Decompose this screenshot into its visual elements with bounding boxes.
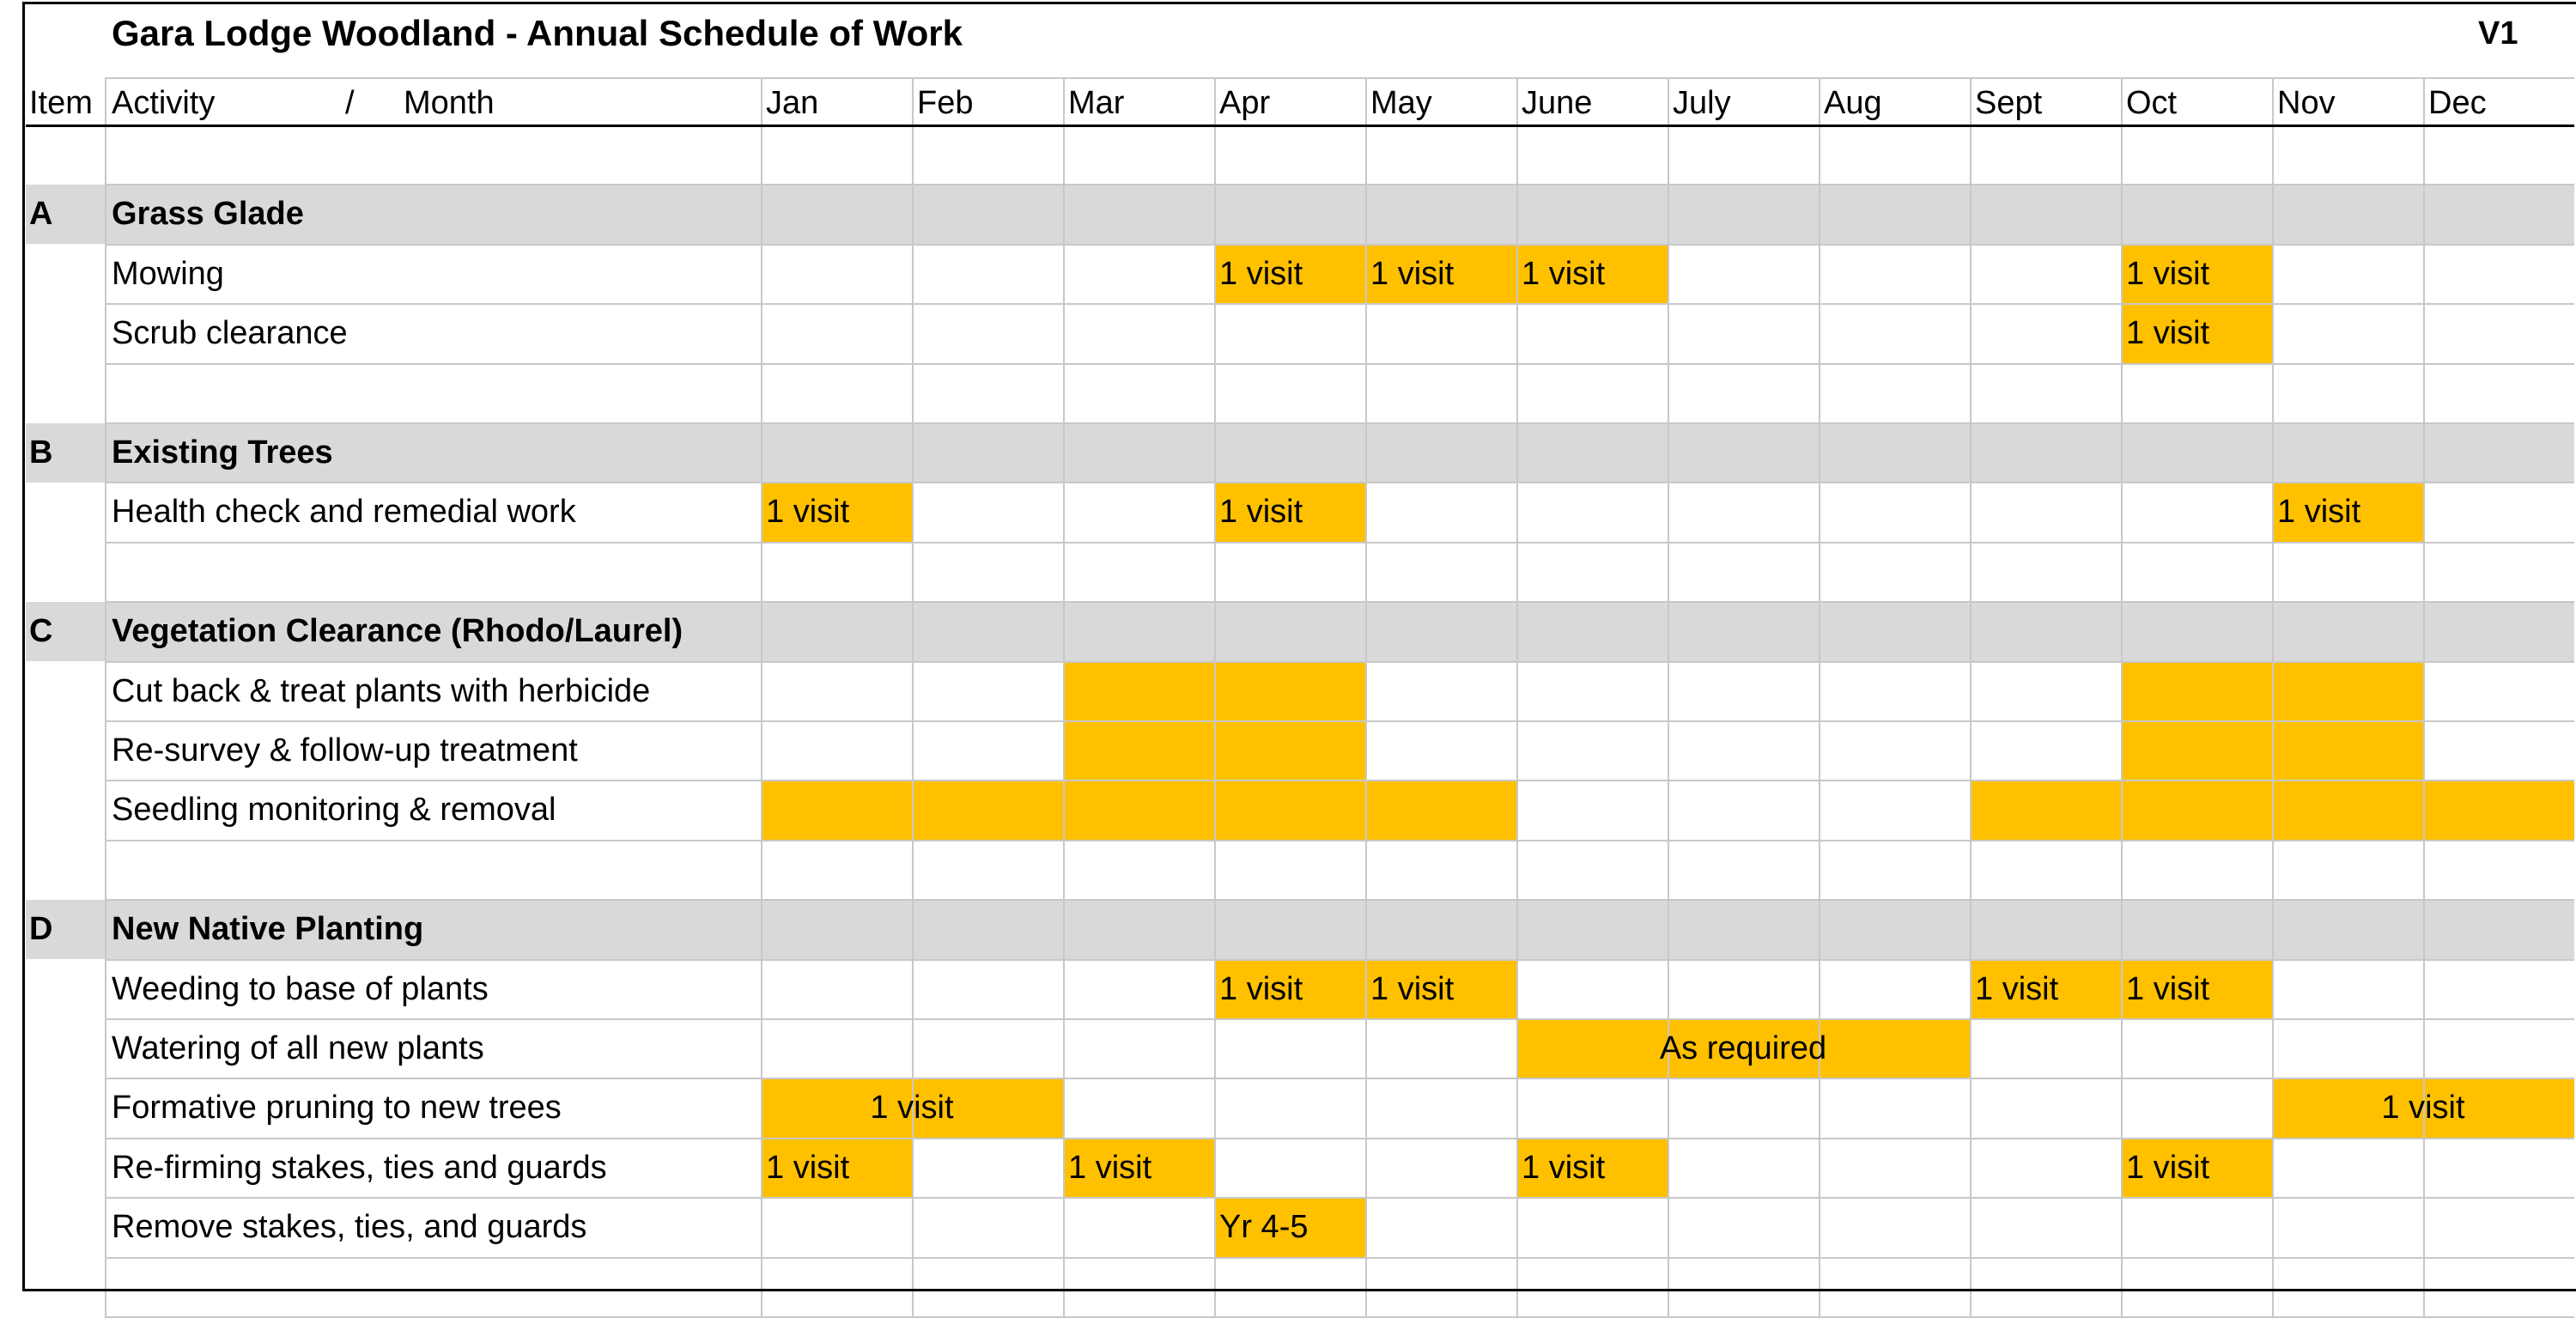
schedule-bar-label: 1 visit — [766, 1150, 850, 1186]
schedule-bar-label: 1 visit — [870, 1090, 954, 1126]
schedule-bar-label: 1 visit — [1975, 971, 2059, 1007]
section-title: Vegetation Clearance (Rhodo/Laurel) — [112, 613, 683, 649]
schedule-bar-label: As required — [1659, 1030, 1827, 1066]
month-header-june: June — [1522, 85, 1593, 121]
schedule-bar-label: 1 visit — [2381, 1090, 2465, 1126]
schedule-bar-label: 1 visit — [1522, 1150, 1606, 1186]
col-divider-month — [1516, 77, 1518, 1317]
row-divider — [105, 422, 2574, 424]
schedule-bar-label: 1 visit — [2126, 315, 2210, 351]
frame-bottom — [22, 1289, 2576, 1291]
month-header-mar: Mar — [1068, 85, 1125, 121]
section-title: New Native Planting — [112, 911, 424, 947]
activity-label: Re-survey & follow-up treatment — [112, 732, 578, 768]
header-month: Month — [404, 85, 495, 121]
frame-left — [22, 2, 25, 1291]
activity-label: Cut back & treat plants with herbicide — [112, 673, 651, 709]
section-item-code: C — [29, 613, 53, 649]
header-activity: Activity — [112, 85, 216, 121]
col-divider-month — [1819, 77, 1820, 1317]
header-item: Item — [29, 85, 93, 121]
schedule-bar-label: 1 visit — [2126, 971, 2210, 1007]
schedule-bar-label: 1 visit — [2126, 256, 2210, 292]
schedule-bar-label: 1 visit — [2277, 494, 2361, 530]
activity-label: Remove stakes, ties, and guards — [112, 1209, 587, 1245]
col-divider-month — [1063, 77, 1065, 1317]
month-header-jan: Jan — [766, 85, 819, 121]
col-divider-month — [1214, 77, 1216, 1317]
frame-top — [22, 2, 2576, 4]
col-divider-month — [1668, 77, 1669, 1317]
section-band — [26, 423, 2574, 483]
header-underline — [26, 125, 2574, 127]
schedule-bar-label: 1 visit — [1219, 971, 1303, 1007]
section-band — [26, 185, 2574, 244]
month-header-aug: Aug — [1824, 85, 1882, 121]
schedule-bar-label: 1 visit — [1219, 494, 1303, 530]
col-divider-month — [1970, 77, 1971, 1317]
activity-label: Health check and remedial work — [112, 494, 576, 530]
row-divider — [105, 363, 2574, 365]
schedule-bar-label: 1 visit — [1370, 256, 1455, 292]
schedule-bar-label: 1 visit — [1068, 1150, 1152, 1186]
month-header-feb: Feb — [917, 85, 974, 121]
row-divider — [105, 184, 2574, 185]
activity-label: Scrub clearance — [112, 315, 348, 351]
activity-label: Re-firming stakes, ties and guards — [112, 1150, 607, 1186]
month-header-apr: Apr — [1219, 85, 1271, 121]
activity-label: Mowing — [112, 256, 224, 292]
schedule-bar-label: Yr 4-5 — [1219, 1209, 1309, 1245]
page-title: Gara Lodge Woodland - Annual Schedule of Work — [112, 13, 963, 53]
col-divider-month — [2121, 77, 2123, 1317]
col-divider-month — [1365, 77, 1367, 1317]
schedule-bar-label: 1 visit — [1370, 971, 1455, 1007]
month-header-oct: Oct — [2126, 85, 2178, 121]
activity-label: Formative pruning to new trees — [112, 1090, 562, 1126]
section-item-code: A — [29, 196, 53, 232]
row-divider — [105, 542, 2574, 544]
col-divider-item — [105, 77, 106, 1317]
month-header-sept: Sept — [1975, 85, 2043, 121]
section-title: Grass Glade — [112, 196, 304, 232]
month-header-may: May — [1370, 85, 1432, 121]
activity-label: Weeding to base of plants — [112, 971, 489, 1007]
schedule-bar-label: 1 visit — [1219, 256, 1303, 292]
schedule-bar — [761, 780, 1516, 840]
version-label: V1 — [2478, 15, 2518, 52]
row-divider — [105, 840, 2574, 841]
month-header-dec: Dec — [2428, 85, 2487, 121]
schedule-bar-label: 1 visit — [766, 494, 850, 530]
section-title: Existing Trees — [112, 434, 333, 471]
section-item-code: B — [29, 434, 53, 471]
schedule-bar-label: 1 visit — [2126, 1150, 2210, 1186]
row-divider — [105, 899, 2574, 901]
header-slash: / — [345, 85, 355, 121]
activity-label: Seedling monitoring & removal — [112, 792, 556, 828]
month-header-nov: Nov — [2277, 85, 2336, 121]
section-item-code: D — [29, 911, 53, 947]
month-header-july: July — [1673, 85, 1731, 121]
activity-label: Watering of all new plants — [112, 1030, 484, 1066]
schedule-bar-label: 1 visit — [1522, 256, 1606, 292]
row-divider — [105, 1257, 2574, 1259]
